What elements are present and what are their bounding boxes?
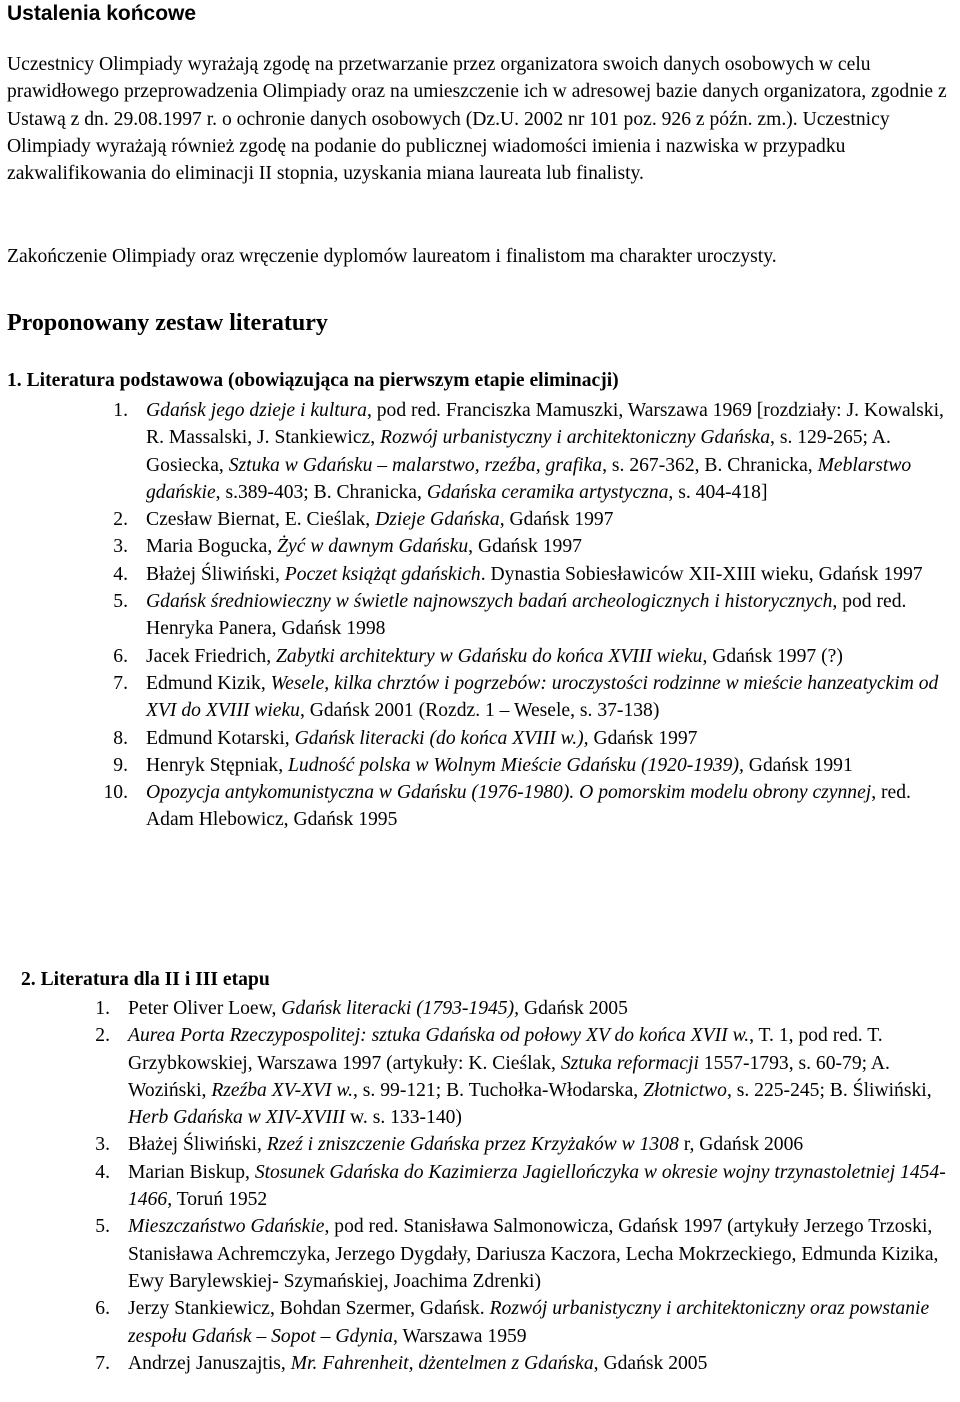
list-item-text: , pod red. Stanisława Salmonowicza, Gdańsk 1997 (artykuły Jerzego Trzoski, Stanisława Achremczyka, Jerzego Dygdały, Dariusza Kaczora, Lecha Mokrzeckiego, Edmunda Kizika, Ewy Barylewskiej- Szymańskiej, Joachima Zdrenki) [128, 1216, 939, 1292]
subheading-basic-literature: 1. Literatura podstawowa (obowiązująca na pierwszym etapie eliminacji) [7, 370, 619, 391]
list-item-text: , s. 129-265; A. Gosiecka, [146, 427, 891, 476]
list-item-text: Gdańsk 2005 [519, 998, 628, 1019]
list-item-title: Meblarstwo gdańskie [146, 454, 912, 503]
list-item-text: , Gdańsk 2005 [593, 1352, 708, 1374]
section-heading-literature: Proponowany zestaw literatury [7, 310, 328, 336]
list-item-text: . Dynastia Sobiesławiców XII-XIII wieku, Gdańsk 1997 [480, 563, 923, 585]
list-item-text: , s. 404-418] [668, 481, 768, 503]
list-item-text: , Toruń 1952 [167, 1189, 268, 1211]
list-item-text: w. s. 133-140) [345, 1107, 462, 1129]
list-item [103, 779, 960, 834]
list-item-text: Jerzy Stankiewicz, Bohdan Szermer, Gdańsk. [128, 1298, 490, 1320]
list-item-title: Rozwój urbanistyczny i architektoniczny Gdańska [380, 427, 771, 449]
list-item [113, 670, 960, 725]
list-item-text: , s. 267-362, B. Chranicka, [602, 454, 818, 476]
list-item-text: , red. Adam Hlebowicz, Gdańsk 1995 [146, 782, 911, 831]
list-item-title: Sztuka reformacji [560, 1052, 699, 1074]
list-item-text: , pod red. Henryka Panera, Gdańsk 1998 [146, 591, 907, 640]
list-item-title: Stosunek Gdańska do Kazimierza Jagiellończyka w okresie wojny trzynastoletniej 1454-1466 [128, 1161, 946, 1211]
list-item-text: , Gdańsk 1997 [468, 536, 582, 558]
consent-text-part2: Uczestnicy Olimpiady wyrażają również zgodę na podanie do publicznej wiadomości imienia i nazwiska w przypadku zakwalifikowania do eliminacji II stopnia, uzyskania miana laureata lub finalisty. [7, 108, 890, 185]
list-item-number: 5. [95, 1216, 110, 1238]
list-item-text: Gdańsk 1991 [743, 754, 853, 776]
list-item [113, 533, 960, 560]
list-item [113, 643, 960, 670]
list-item-number: 6. [113, 645, 128, 667]
list-item-text: 1557-1793, s. 60-79; A. Woziński, [128, 1052, 890, 1101]
list-item-title: Dzieje Gdańska [375, 509, 500, 531]
list-item-title: Rzeźba XV-XVI w. [211, 1079, 353, 1101]
list-item-text: , s.389-403; B. Chranicka, [215, 481, 427, 503]
list-item [95, 995, 960, 1022]
list-item-number: 7. [95, 1352, 110, 1374]
list-item-title: Mieszczaństwo Gdańskie [128, 1216, 325, 1238]
list-item [95, 1350, 960, 1377]
list-item-number: 10. [103, 782, 128, 804]
list-item-text: Jacek Friedrich, [146, 645, 277, 667]
list-item [95, 1295, 960, 1350]
list-item-title: Żyć w dawnym Gdańsku [277, 536, 469, 558]
list-item-text: r, Gdańsk 2006 [678, 1134, 804, 1156]
list-item-title: Sztuka w Gdańsku – malarstwo, rzeźba, grafika [228, 454, 603, 476]
list-item-number: 1. [113, 400, 128, 421]
list-item-text: Gdańsk 1997 [588, 727, 698, 749]
list-item [95, 1022, 960, 1131]
list-item-title: Poczet książąt gdańskich [284, 563, 481, 585]
list-item-number: 6. [95, 1298, 110, 1320]
list-item-text: Henryk Stępniak, [146, 754, 289, 776]
list-item-title: Ludność polska w Wolnym Mieście Gdańsku (1920-1939), [288, 754, 744, 776]
list-item [95, 1131, 960, 1158]
list-item-text: , T. 1, pod red. T. Grzybkowskiej, Warszawa 1997 (artykuły: K. Cieślak, [128, 1025, 883, 1074]
list-item-text: Błażej Śliwiński, [128, 1134, 267, 1156]
list-item-title: Opozycja antykomunistyczna w Gdańsku (1976-1980). O pomorskim modelu obrony czynnej [146, 782, 872, 804]
list-item-text: Marian Biskup, [128, 1161, 255, 1183]
list-item-number: 5. [113, 591, 128, 613]
list-item-text: Edmund Kotarski, [146, 727, 295, 749]
list-item-text: , Warszawa 1959 [393, 1325, 527, 1347]
list-item-title: Herb Gdańska w XIV-XVIII [128, 1107, 346, 1129]
list-item [113, 561, 960, 588]
advanced-literature-list [95, 995, 960, 1377]
list-item-number: 1. [95, 998, 110, 1019]
list-item [113, 588, 960, 643]
list-item-text: , Gdańsk 2001 (Rozdz. 1 – Wesele, s. 37-138) [299, 700, 660, 722]
list-item-text: Maria Bogucka, [146, 536, 278, 558]
subheading-advanced-literature: 2. Literatura dla II i III etapu [21, 969, 270, 990]
consent-text-part1: Uczestnicy Olimpiady wyrażają zgodę na przetwarzanie przez organizatora swoich danych osobowych w celu prawidłowego przeprowadzenia Olimpiady oraz na umieszczenie ich w adresowej bazie danych organizatora, zgodnie z Ustawą z dn. 29.08.1997 r. o ochronie danych osobowych (Dz.U. 2002 nr 101 poz. 926 z późn. zm.). [7, 54, 947, 130]
list-item-text: , s. 99-121; B. Tuchołka-Włodarska, [353, 1079, 644, 1101]
list-item-title: Aurea Porta Rzeczypospolitej: sztuka Gdańska od połowy XV do końca XVII w. [128, 1025, 750, 1047]
list-item-title: Rozwój urbanistyczny i architektoniczny oraz powstanie zespołu Gdańsk – Sopot – Gdynia [128, 1298, 930, 1347]
list-item-title: Gdańsk średniowieczny w świetle najnowszych badań archeologicznych i historycznych [146, 591, 833, 613]
list-item [113, 506, 960, 533]
basic-literature-list [103, 397, 960, 834]
list-item-text: , pod red. Franciszka Mamuszki, Warszawa 1969 [rozdziały: J. Kowalski, R. Massalski, J. Stankiewicz, [146, 400, 944, 449]
list-item-title: Gdańska ceramika artystyczna [426, 481, 669, 503]
list-item-title: Wesele, kilka chrztów i pogrzebów: uroczystości rodzinne w mieście hanzeatyckim od XVI do XVIII wieku [146, 672, 939, 722]
list-item-number: 2. [95, 1025, 110, 1047]
section-heading-final-provisions: Ustalenia końcowe [7, 2, 197, 25]
list-item [113, 725, 960, 752]
list-item-title: Gdańsk literacki (do końca XVIII w.), [294, 727, 589, 749]
list-item-text: Błażej Śliwiński, [146, 563, 285, 585]
list-item [95, 1213, 960, 1295]
list-item-title: Rzeź i zniszczenie Gdańska przez Krzyżaków w 1308 [266, 1134, 679, 1156]
list-item-title: Zabytki architektury w Gdańsku do końca XVIII wieku [276, 645, 703, 667]
list-item-title: Gdańsk jego dzieje i kultura [146, 400, 367, 421]
list-item-title: Mr. Fahrenheit, dżentelmen z Gdańska [290, 1352, 594, 1374]
list-item-number: 4. [113, 563, 128, 585]
list-item-number: 2. [113, 509, 128, 531]
list-item [113, 752, 960, 779]
list-item-number: 7. [113, 672, 128, 694]
list-item-text: , Gdańsk 1997 [499, 509, 614, 531]
list-item-number: 3. [113, 536, 128, 558]
list-item-number: 9. [113, 754, 128, 776]
list-item-text: Edmund Kizik, [146, 672, 271, 694]
list-item-text: , s. 225-245; B. Śliwiński, [726, 1079, 932, 1101]
list-item-number: 3. [95, 1134, 110, 1156]
list-item [113, 397, 960, 506]
list-item-number: 8. [113, 727, 128, 749]
list-item-number: 4. [95, 1161, 110, 1183]
list-item-text: Andrzej Januszajtis, [128, 1352, 291, 1374]
list-item-title: Złotnictwo [643, 1079, 727, 1101]
list-item-text: Czesław Biernat, E. Cieślak, [146, 509, 376, 531]
list-item-title: Gdańsk literacki (1793-1945), [281, 998, 520, 1019]
list-item [95, 1159, 960, 1214]
list-item-text: Peter Oliver Loew, [128, 998, 282, 1019]
consent-paragraph [7, 51, 957, 187]
list-item-text: , Gdańsk 1997 (?) [702, 645, 843, 667]
ceremony-paragraph: Zakończenie Olimpiady oraz wręczenie dyplomów laureatom i finalistom ma charakter uroczysty. [7, 246, 777, 267]
